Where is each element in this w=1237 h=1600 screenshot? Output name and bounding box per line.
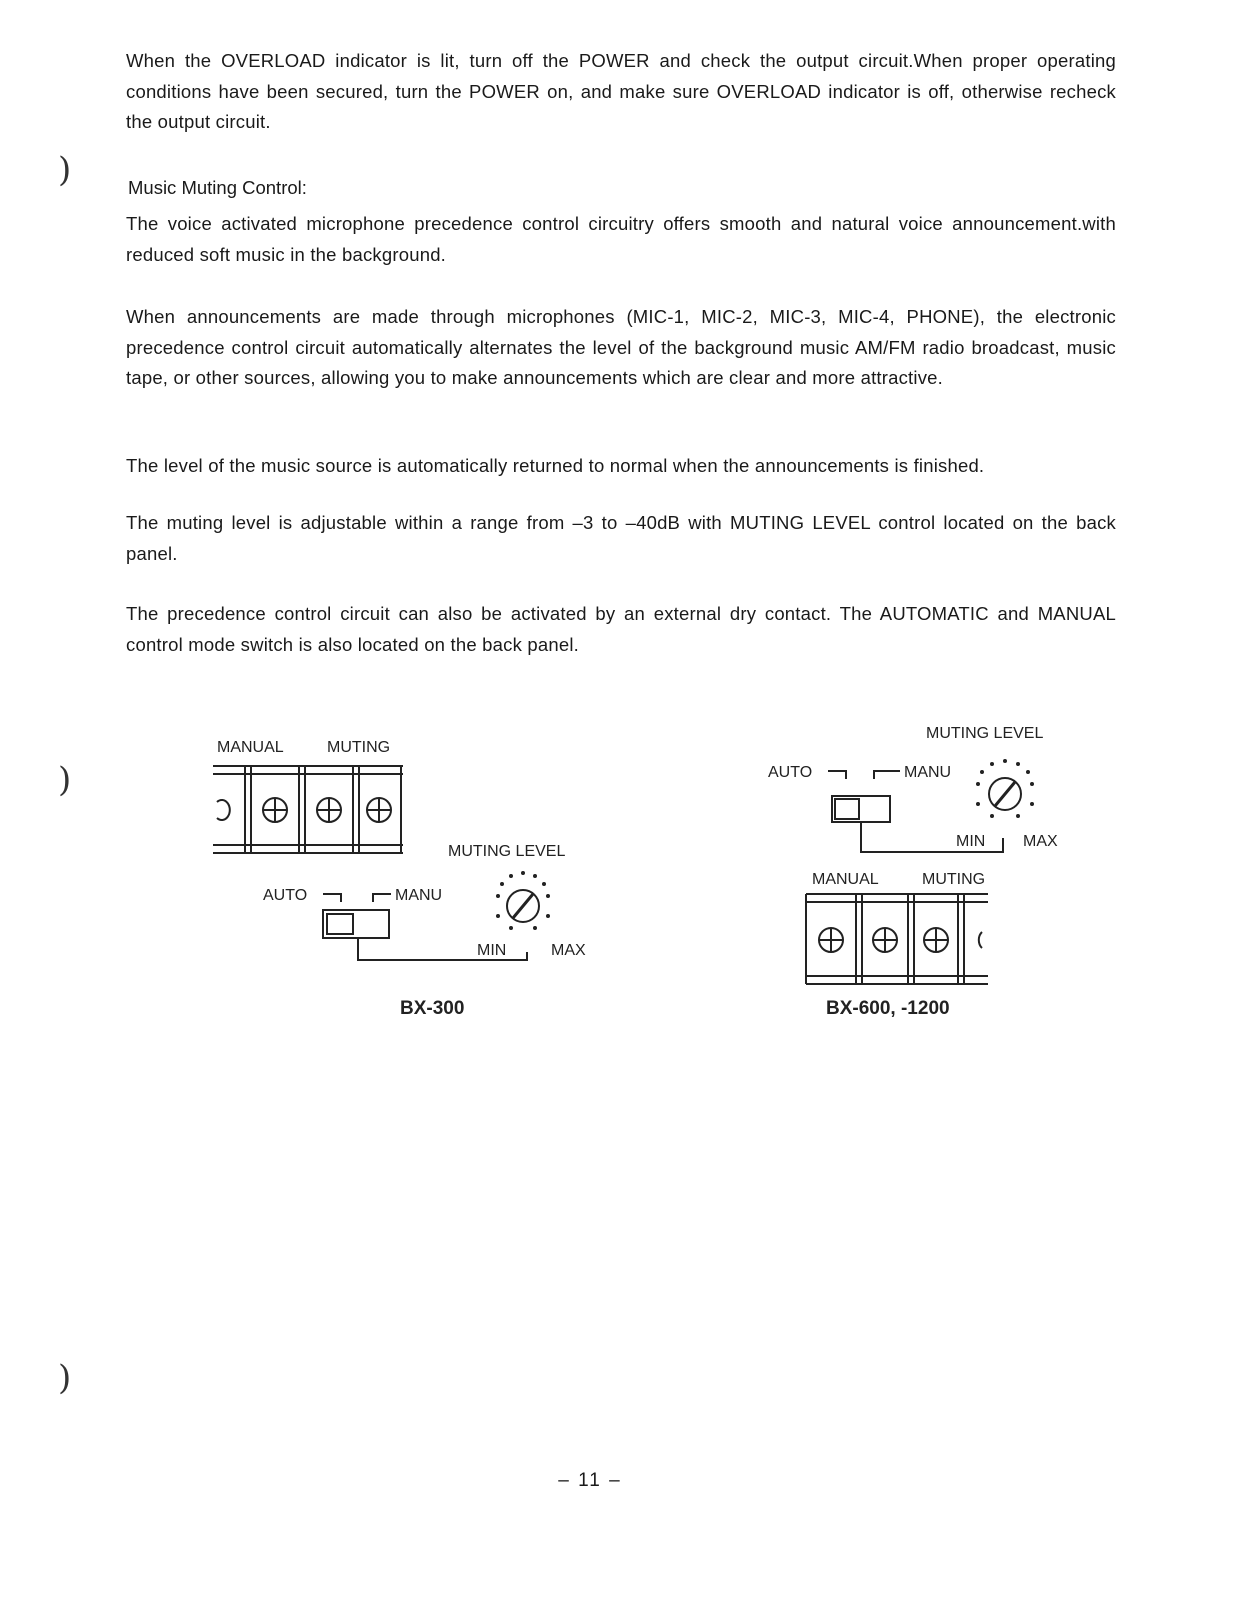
muting-level-knob-icon <box>976 759 1034 818</box>
muting-terminal-label: MUTING <box>922 871 986 888</box>
max-label: MAX <box>551 942 586 959</box>
terminal-screw-icon <box>819 928 843 952</box>
dry-contact-paragraph: The precedence control circuit can also be activated by an external dry contact. The AUTOMATIC and MANUAL control mode switch is also located on the back panel. <box>126 603 1116 655</box>
section-heading: Music Muting Control: <box>128 177 307 198</box>
muting-level-label: MUTING LEVEL <box>926 725 1044 742</box>
muting-level-paragraph: The muting level is adjustable within a range from –3 to –40dB with MUTING LEVEL control located on the back panel. <box>126 512 1116 564</box>
manu-label: MANU <box>395 887 443 904</box>
announcements-paragraph: When announcements are made through microphones (MIC-1, MIC-2, MIC-3, MIC-4, PHONE), the electronic precedence control circuit automatically alternates the level of the background music AM/FM radio broadcast, music tape, or other sources, allowing you to make announcements which are clear and more attractive. <box>126 306 1116 388</box>
page-number: – 11 – <box>558 1470 622 1491</box>
manual-terminal-label: MANUAL <box>812 871 879 888</box>
model-label-bx300: BX-300 <box>400 998 465 1019</box>
mode-switch-icon <box>832 796 890 822</box>
bx600-panel-diagram <box>760 718 1090 998</box>
binding-hole-mark: ) <box>58 760 72 800</box>
auto-label: AUTO <box>768 764 813 781</box>
manual-terminal-label: MANUAL <box>217 739 284 756</box>
terminal-screw-icon <box>317 798 341 822</box>
muting-level-label: MUTING LEVEL <box>448 843 566 860</box>
terminal-screw-icon <box>263 798 287 822</box>
voice-paragraph: The voice activated microphone precedence control circuitry offers smooth and natural voice announcement.with reduced soft music in the background. <box>126 213 1116 265</box>
bx300-panel-diagram <box>205 730 625 980</box>
overload-paragraph: When the OVERLOAD indicator is lit, turn off the POWER and check the output circuit.When proper operating conditions have been secured, turn the POWER on, and make sure OVERLOAD indicator is off, otherwise recheck the output circuit. <box>126 50 1116 132</box>
terminal-screw-icon <box>924 928 948 952</box>
manu-label: MANU <box>904 764 952 781</box>
min-label: MIN <box>477 942 507 959</box>
muting-terminal-label: MUTING <box>327 739 391 756</box>
binding-hole-mark: ) <box>58 1358 72 1398</box>
max-label: MAX <box>1023 833 1058 850</box>
level-return-paragraph: The level of the music source is automatically returned to normal when the announcements is finished. <box>126 455 985 476</box>
model-label-bx600: BX-600, -1200 <box>826 998 950 1019</box>
min-label: MIN <box>956 833 986 850</box>
mode-switch-icon <box>323 910 389 938</box>
auto-label: AUTO <box>263 887 308 904</box>
terminal-screw-icon <box>367 798 391 822</box>
muting-level-knob-icon <box>496 871 550 930</box>
terminal-screw-icon <box>873 928 897 952</box>
binding-hole-mark: ) <box>58 150 72 190</box>
